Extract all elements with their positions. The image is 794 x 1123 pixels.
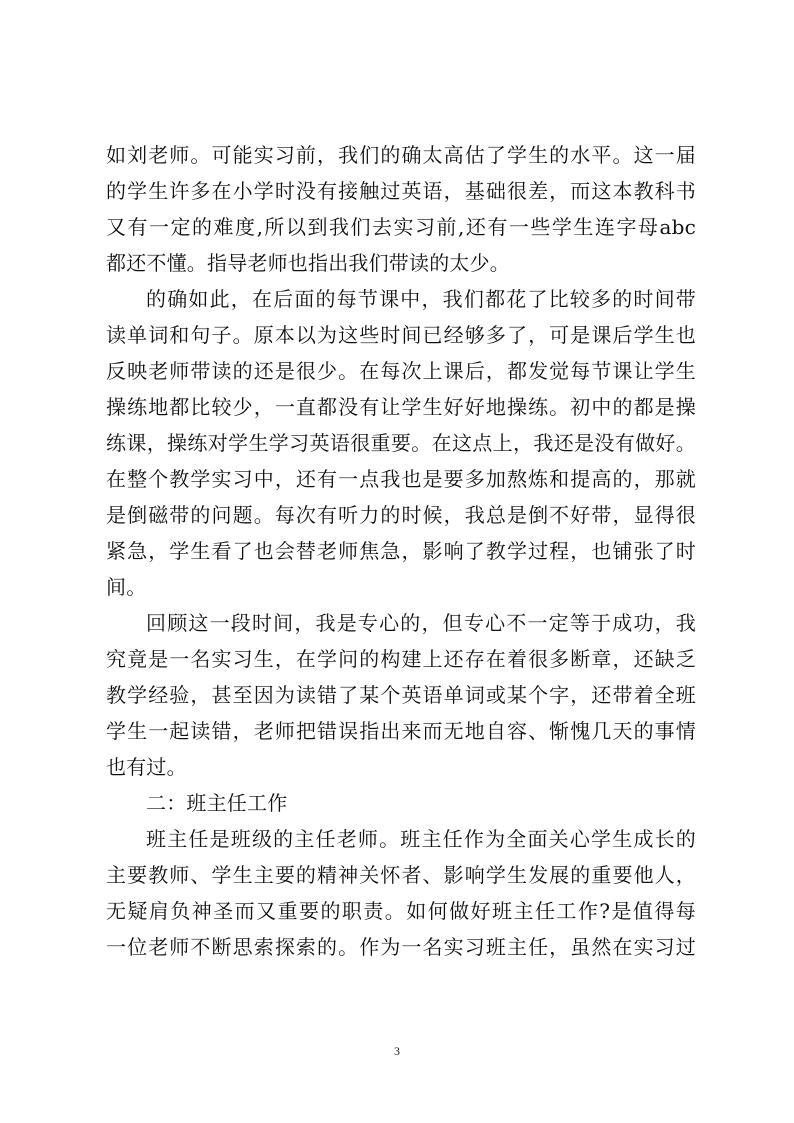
text-line: 在整个教学实习中，还有一点我也是要多加熬炼和提高的，那就: [106, 467, 696, 491]
text-line: 学生一起读错，老师把错误指出来而无地自容、惭愧几天的事情: [106, 719, 696, 743]
text-line: 操练地都比较少，一直都没有让学生好好地操练。初中的都是操: [106, 395, 696, 419]
text-line: 教学经验，甚至因为读错了某个英语单词或某个字，还带着全班: [106, 683, 696, 707]
paragraph-first-line: 回顾这一段时间，我是专心的，但专心不一定等于成功，我: [146, 611, 696, 635]
page-number: 3: [394, 1044, 400, 1058]
text-line: 都还不懂。指导老师也指出我们带读的太少。: [106, 251, 510, 275]
section-heading: 二：班主任工作: [146, 791, 288, 815]
paragraph-first-line: 的确如此，在后面的每节课中，我们都花了比较多的时间带: [146, 287, 696, 311]
text-line: 读单词和句子。原本以为这些时间已经够多了，可是课后学生也: [106, 323, 696, 347]
text-line: 究竟是一名实习生，在学问的构建上还存在着很多断章，还缺乏: [106, 647, 696, 671]
text-line: 无疑肩负神圣而又重要的职责。如何做好班主任工作?是值得每: [106, 899, 696, 923]
text-line: 的学生许多在小学时没有接触过英语，基础很差，而这本教科书: [106, 179, 696, 203]
text-line: 反映老师带读的还是很少。在每次上课后，都发觉每节课让学生: [106, 359, 696, 383]
text-line: 是倒磁带的问题。每次有听力的时候，我总是倒不好带，显得很: [106, 503, 696, 527]
text-line: 也有过。: [106, 755, 187, 779]
text-line: 间。: [106, 575, 147, 599]
text-line: 一位老师不断思索探索的。作为一名实习班主任，虽然在实习过: [106, 935, 696, 959]
paragraph-first-line: 班主任是班级的主任老师。班主任作为全面关心学生成长的: [146, 827, 696, 851]
text-line: 如刘老师。可能实习前，我们的确太高估了学生的水平。这一届: [106, 143, 696, 167]
text-line: 主要教师、学生主要的精神关怀者、影响学生发展的重要他人，: [106, 863, 696, 887]
text-line: 紧急，学生看了也会替老师焦急，影响了教学过程，也铺张了时: [106, 539, 696, 563]
text-line: 练课，操练对学生学习英语很重要。在这点上，我还是没有做好。: [106, 431, 696, 455]
text-line: 又有一定的难度,所以到我们去实习前,还有一些学生连字母abc: [106, 215, 696, 239]
document-body: [106, 137, 696, 965]
